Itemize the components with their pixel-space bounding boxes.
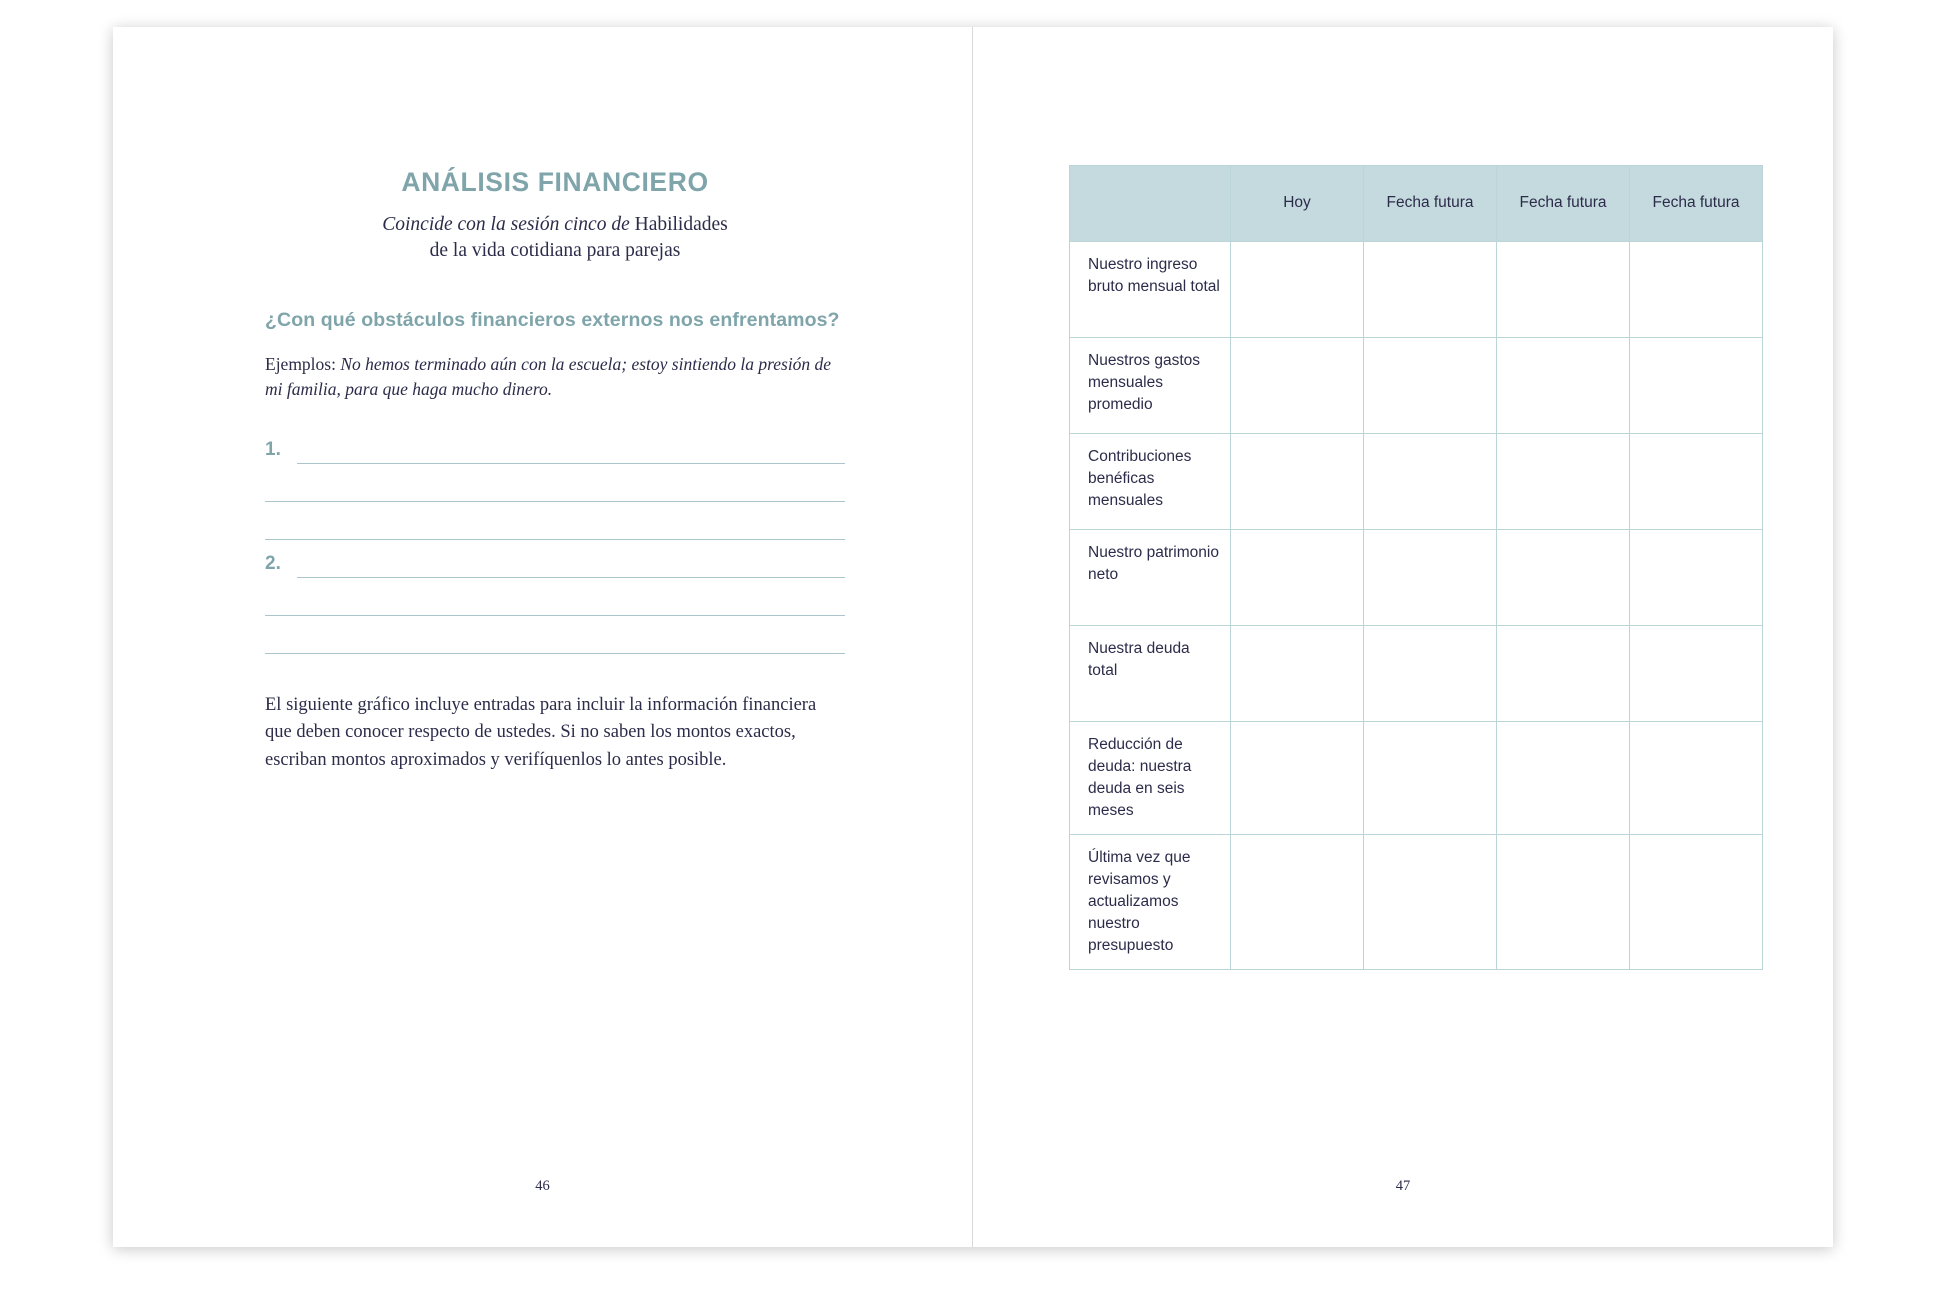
table-header-row — [1070, 166, 1763, 242]
subtitle-roman-part-2: de la vida cotidiana para parejas — [429, 239, 681, 261]
prompt-question: ¿Con qué obstáculos financieros externos nos enfrentamos? — [265, 309, 840, 332]
table-header — [1070, 166, 1763, 242]
write-rule[interactable] — [265, 538, 845, 540]
left-page-content — [265, 27, 845, 1247]
entry-cell[interactable] — [1630, 434, 1763, 530]
row-label: Nuestro patrimonio neto — [1070, 530, 1231, 626]
page-title: ANÁLISIS FINANCIERO — [401, 167, 709, 197]
entry-cell[interactable] — [1497, 835, 1630, 970]
entry-cell[interactable] — [1364, 722, 1497, 835]
examples-label: Ejemplos: — [265, 354, 341, 375]
row-label: Nuestro ingreso bruto mensual total — [1070, 242, 1231, 338]
table-row — [1070, 722, 1763, 835]
column-header-fecha-futura-1: Fecha futura — [1364, 166, 1497, 242]
write-rule[interactable] — [265, 614, 845, 616]
entry-cell[interactable] — [1364, 626, 1497, 722]
entry-cell[interactable] — [1630, 530, 1763, 626]
table-row — [1070, 434, 1763, 530]
financial-table-wrapper — [1069, 165, 1740, 970]
table-row — [1070, 338, 1763, 434]
answer-lines[interactable] — [265, 426, 845, 654]
entry-cell[interactable] — [1364, 530, 1497, 626]
entry-cell[interactable] — [1231, 242, 1364, 338]
book-spread — [113, 27, 1833, 1247]
entry-cell[interactable] — [1231, 722, 1364, 835]
entry-cell[interactable] — [1497, 434, 1630, 530]
table-row — [1070, 626, 1763, 722]
entry-cell[interactable] — [1364, 242, 1497, 338]
page-left — [113, 27, 973, 1247]
write-rule[interactable] — [265, 652, 845, 654]
entry-cell[interactable] — [1630, 835, 1763, 970]
subtitle-italic-part: Coincide con la sesión cinco de — [382, 214, 630, 235]
entry-cell[interactable] — [1231, 835, 1364, 970]
page-number-left: 46 — [535, 1178, 550, 1194]
table-row — [1070, 835, 1763, 970]
examples-text — [265, 352, 845, 402]
column-header-fecha-futura-3: Fecha futura — [1630, 166, 1763, 242]
table-corner-cell — [1070, 166, 1231, 242]
examples-body: No hemos terminado aún con la escuela; estoy sintiendo la presión de mi familia, para que haga mucho dinero. — [265, 354, 832, 400]
answer-line-1c[interactable] — [265, 502, 845, 540]
entry-cell[interactable] — [1231, 338, 1364, 434]
row-label: Nuestros gastos mensuales promedio — [1070, 338, 1231, 434]
write-rule[interactable] — [297, 462, 845, 464]
entry-cell[interactable] — [1364, 434, 1497, 530]
row-label: Nuestra deuda total — [1070, 626, 1231, 722]
entry-cell[interactable] — [1231, 530, 1364, 626]
entry-cell[interactable] — [1497, 338, 1630, 434]
entry-cell[interactable] — [1231, 434, 1364, 530]
table-row — [1070, 530, 1763, 626]
page-number-right: 47 — [1395, 1178, 1411, 1194]
write-rule[interactable] — [265, 500, 845, 502]
entry-cell[interactable] — [1630, 722, 1763, 835]
entry-cell[interactable] — [1364, 835, 1497, 970]
entry-cell[interactable] — [1497, 530, 1630, 626]
answer-number-2: 2. — [265, 552, 281, 574]
entry-cell[interactable] — [1630, 242, 1763, 338]
table-body — [1070, 242, 1763, 970]
entry-cell[interactable] — [1497, 242, 1630, 338]
answer-line-1b[interactable] — [265, 464, 845, 502]
page-right — [973, 27, 1833, 1247]
entry-cell[interactable] — [1630, 626, 1763, 722]
column-header-hoy: Hoy — [1231, 166, 1364, 242]
page-subtitle — [265, 212, 845, 263]
answer-line-2[interactable] — [265, 540, 845, 578]
entry-cell[interactable] — [1497, 626, 1630, 722]
table-row — [1070, 242, 1763, 338]
instruction-paragraph: El siguiente gráfico incluye entradas para incluir la información financiera que deben conocer respecto de ustedes. Si no saben los montos exactos, escriban montos aproximados y verifíquenlos lo antes posible. — [265, 694, 817, 770]
row-label: Última vez que revisamos y actualizamos nuestro presupuesto — [1070, 835, 1231, 970]
answer-line-2c[interactable] — [265, 616, 845, 654]
entry-cell[interactable] — [1630, 338, 1763, 434]
answer-number-1: 1. — [265, 438, 281, 460]
column-header-fecha-futura-2: Fecha futura — [1497, 166, 1630, 242]
entry-cell[interactable] — [1231, 626, 1364, 722]
entry-cell[interactable] — [1364, 338, 1497, 434]
row-label: Reducción de deuda: nuestra deuda en seis meses — [1070, 722, 1231, 835]
answer-line-2b[interactable] — [265, 578, 845, 616]
financial-table — [1069, 165, 1763, 970]
entry-cell[interactable] — [1497, 722, 1630, 835]
subtitle-roman-part-1: Habilidades — [629, 214, 728, 235]
write-rule[interactable] — [297, 576, 845, 578]
answer-line-1[interactable] — [265, 426, 845, 464]
row-label: Contribuciones benéficas mensuales — [1070, 434, 1231, 530]
